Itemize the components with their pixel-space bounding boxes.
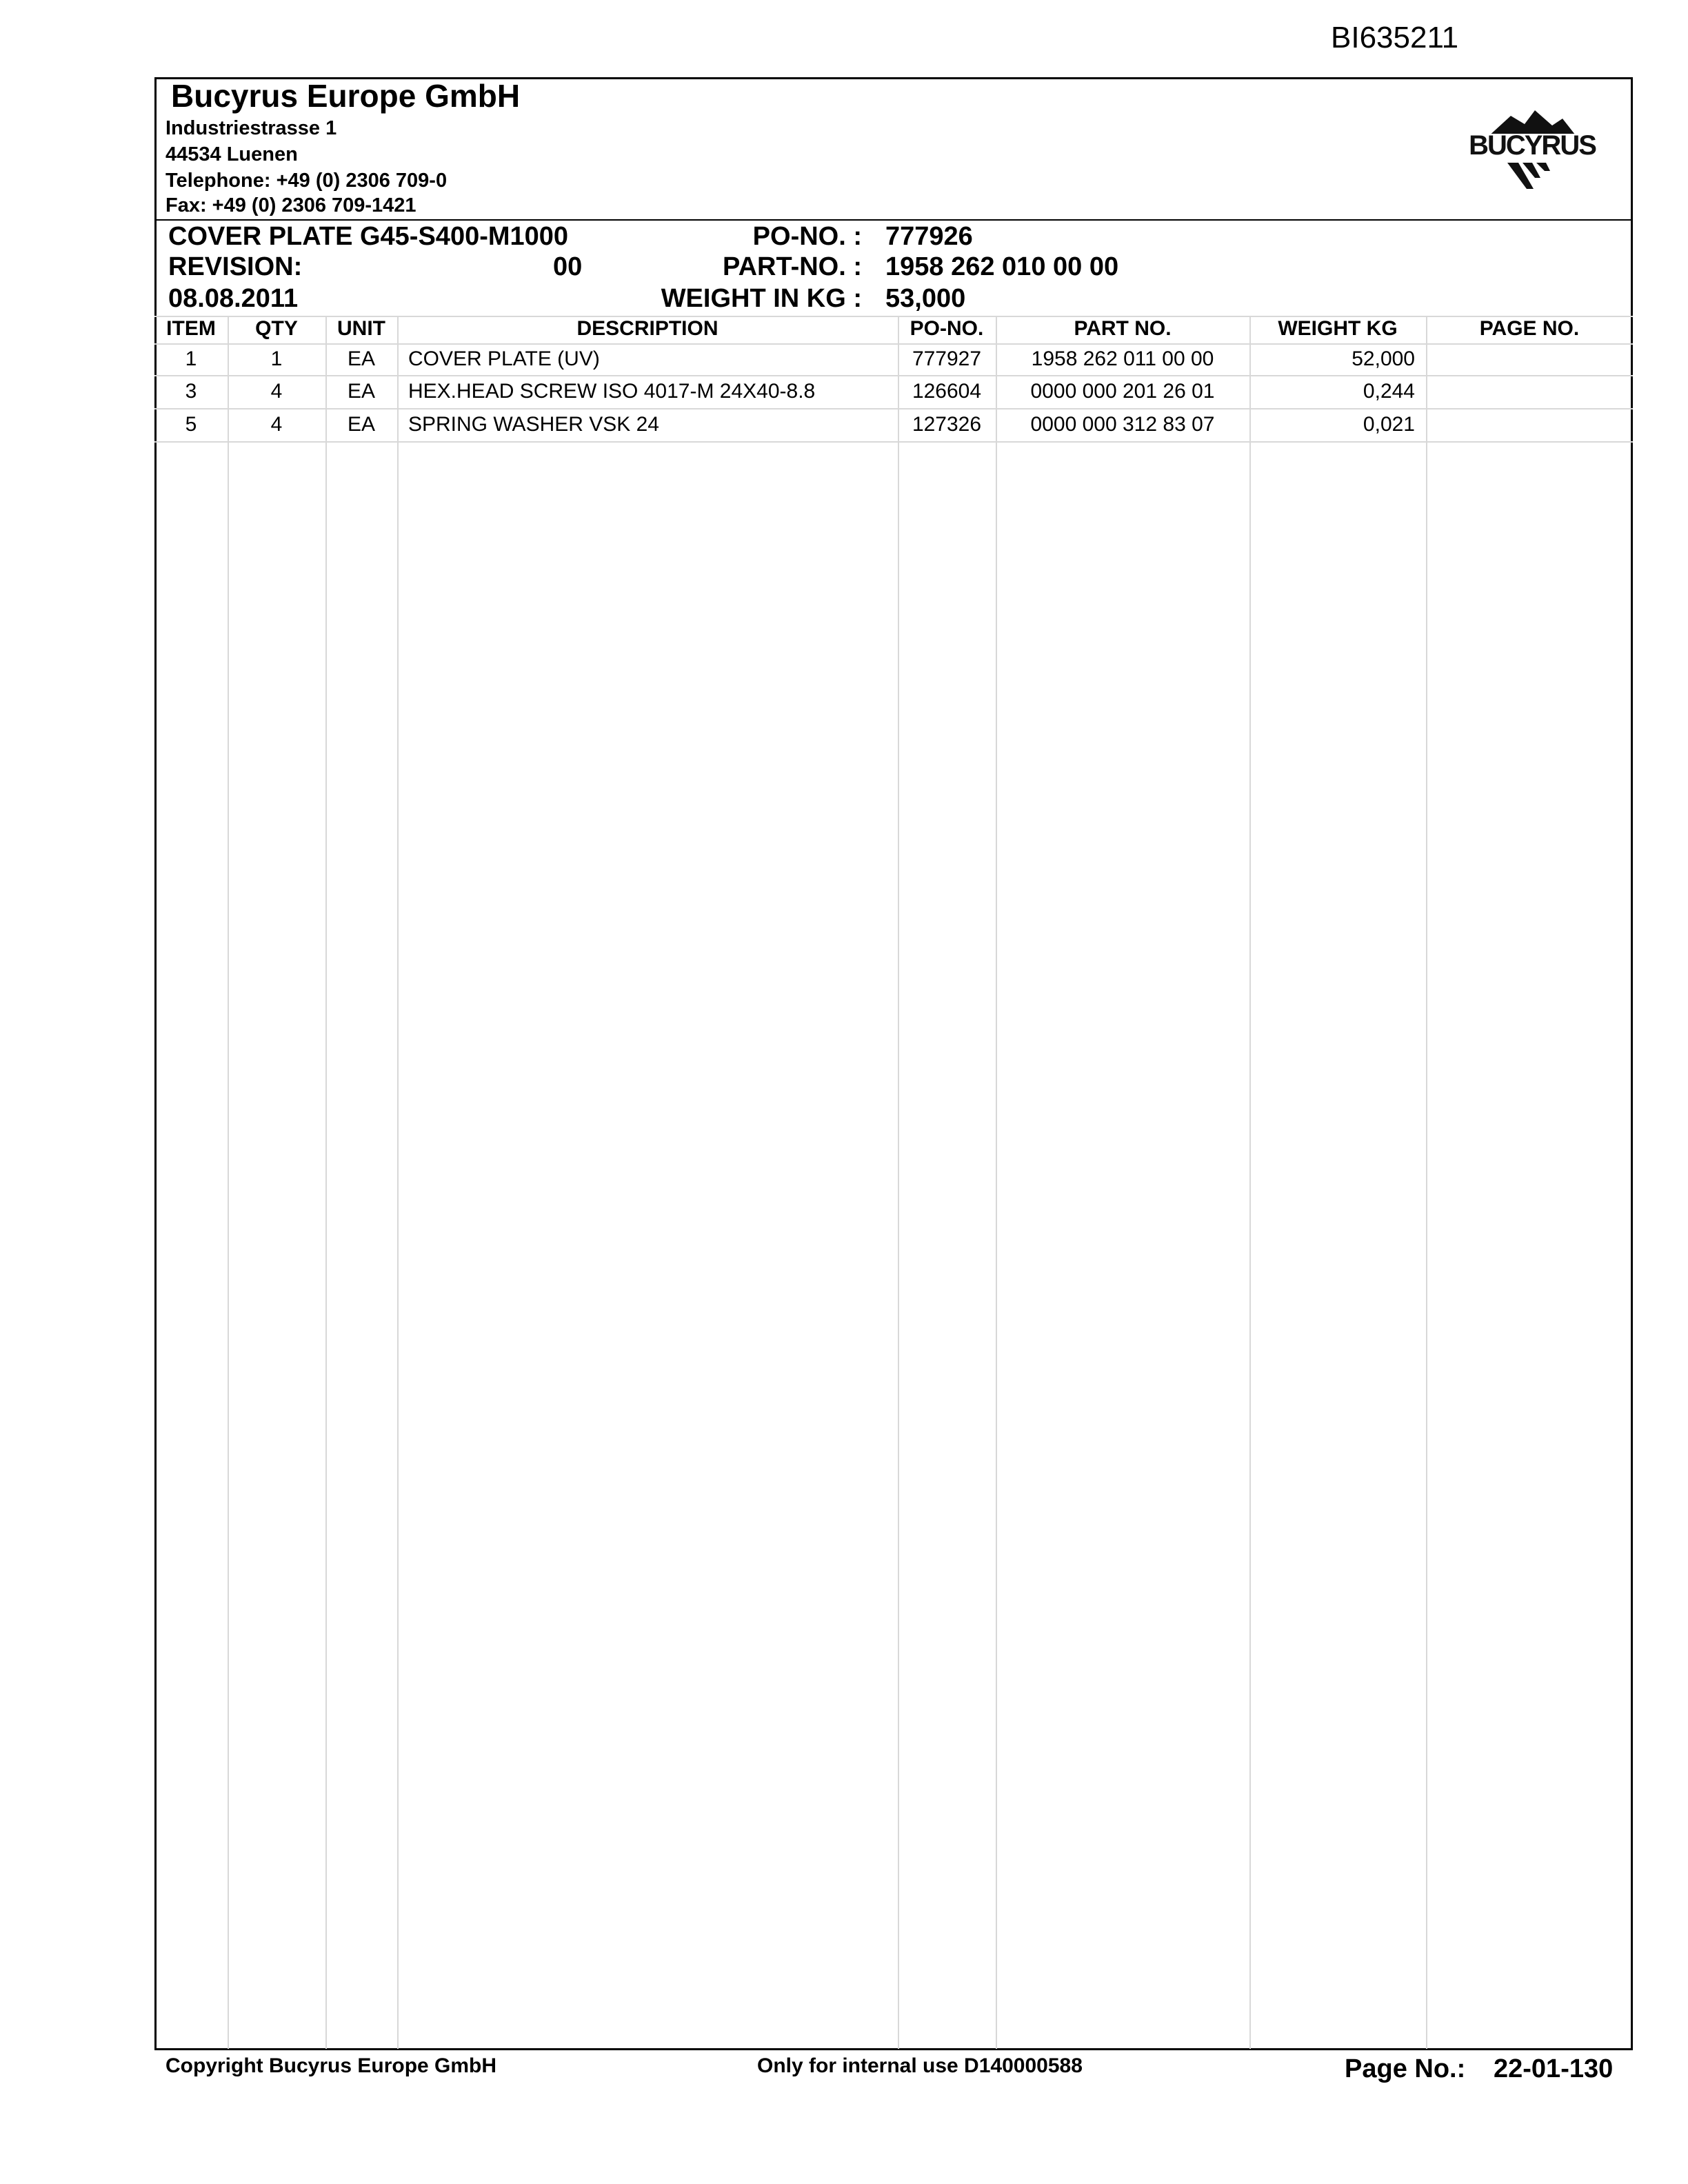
header-divider (154, 219, 1633, 221)
cell-item: 1 (185, 347, 197, 370)
cell-item: 5 (185, 413, 197, 436)
cell-unit: EA (347, 380, 376, 403)
cell-description: HEX.HEAD SCREW ISO 4017-M 24X40-8.8 (408, 380, 816, 403)
col-header-qty: QTY (255, 317, 298, 340)
cell-page (1426, 409, 1633, 441)
bucyrus-logo (1459, 103, 1605, 193)
cell-page (1426, 376, 1633, 407)
cell-description: COVER PLATE (UV) (408, 347, 600, 370)
weight-value: 53,000 (885, 284, 966, 313)
column-divider (325, 316, 327, 2049)
po-label: PO-NO. : (752, 222, 862, 251)
footer-internal-use: Only for internal use D140000588 (757, 2054, 1083, 2077)
column-divider (996, 316, 997, 2049)
document-date: 08.08.2011 (168, 284, 299, 313)
col-header-description: DESCRIPTION (576, 317, 719, 340)
part-value: 1958 262 010 00 00 (885, 252, 1119, 281)
company-fax: Fax: +49 (0) 2306 709-1421 (165, 194, 416, 216)
col-header-item: ITEM (166, 317, 216, 340)
assembly-title: COVER PLATE G45-S400-M1000 (168, 222, 569, 251)
revision-label: REVISION: (168, 252, 303, 281)
company-street: Industriestrasse 1 (165, 117, 337, 139)
revision-value: 00 (553, 252, 583, 281)
cell-unit: EA (347, 347, 376, 370)
col-header-weight: WEIGHT KG (1278, 317, 1398, 340)
footer-page-label: Page No.: (1345, 2054, 1466, 2083)
col-header-part: PART NO. (1074, 317, 1172, 340)
cell-po: 126604 (912, 380, 982, 403)
column-divider (1249, 316, 1251, 2049)
company-name: Bucyrus Europe GmbH (171, 78, 521, 114)
document-id: BI635211 (1331, 21, 1459, 54)
company-telephone: Telephone: +49 (0) 2306 709-0 (165, 170, 448, 192)
cell-description: SPRING WASHER VSK 24 (408, 413, 659, 436)
cell-po: 127326 (912, 413, 982, 436)
cell-item: 3 (185, 380, 197, 403)
table-row-line (154, 441, 1633, 443)
col-header-po: PO-NO. (910, 317, 984, 340)
cell-qty: 4 (270, 413, 283, 436)
po-value: 777926 (885, 222, 973, 251)
column-divider (1426, 316, 1427, 2049)
column-divider (228, 316, 229, 2049)
cell-po: 777927 (912, 347, 982, 370)
cell-part: 0000 000 201 26 01 (1030, 380, 1215, 403)
footer-copyright: Copyright Bucyrus Europe GmbH (165, 2054, 497, 2077)
footer-page-number: 22-01-130 (1494, 2054, 1614, 2083)
weight-label: WEIGHT IN KG : (661, 284, 862, 313)
column-divider (898, 316, 899, 2049)
col-header-unit: UNIT (337, 317, 385, 340)
cell-part: 0000 000 312 83 07 (1030, 413, 1215, 436)
cell-page (1426, 343, 1633, 375)
cell-unit: EA (347, 413, 376, 436)
cell-weight: 0,021 (1363, 413, 1415, 436)
svg-text:BUCYRUS: BUCYRUS (1469, 130, 1596, 161)
company-city: 44534 Luenen (165, 143, 298, 165)
column-divider (397, 316, 399, 2049)
cell-qty: 4 (270, 380, 283, 403)
part-label: PART-NO. : (723, 252, 862, 281)
col-header-page: PAGE NO. (1479, 317, 1580, 340)
cell-qty: 1 (270, 347, 283, 370)
cell-weight: 0,244 (1363, 380, 1415, 403)
cell-weight: 52,000 (1352, 347, 1415, 370)
cell-part: 1958 262 011 00 00 (1031, 347, 1214, 370)
